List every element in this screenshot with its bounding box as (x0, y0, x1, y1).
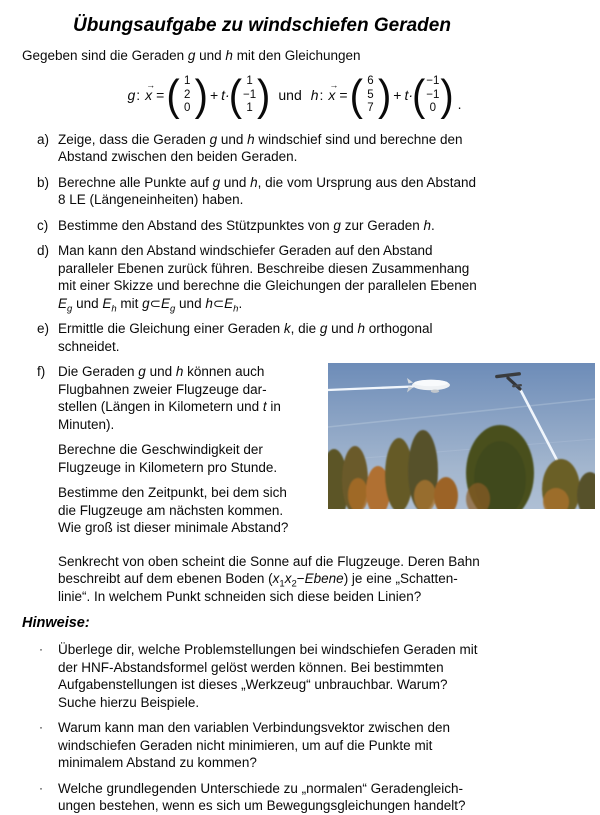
vector-h-direction (412, 71, 454, 120)
hint-text: Überlege dir, welche Problemstellungen bei windschiefen Geraden mit der HNF-Abstandsformel gelöst werden können. Bei bestimmten Aufgabenstellungen ist dieses „Werkzeug“ unbrauchbar. Warum? Suche hierzu Beispiele. (58, 642, 478, 710)
task-text: Bestimme den Abstand des Stützpunktes von g zur Geraden h. (58, 217, 435, 233)
paren-close: ) (257, 71, 271, 120)
bullet-marker: · (39, 780, 43, 795)
task-text: Zeige, dass die Geraden g und h windschief sind und berechne den Abstand zwischen den beiden Geraden. (58, 131, 463, 164)
paren-open: ( (412, 71, 426, 120)
vector-component: 0 (183, 102, 191, 115)
vector-component: 1 (246, 102, 253, 115)
task-text: Berechne die Geschwindigkeit der Flugzeuge in Kilometern pro Stunde. (58, 442, 278, 475)
task-label: f) (37, 364, 46, 379)
paren-close: ) (194, 71, 208, 120)
vector-g-direction (228, 71, 271, 120)
task-label: c) (37, 217, 49, 233)
paren-open: ( (349, 71, 363, 120)
vector-component: 6 (367, 75, 374, 88)
vector-arrow-icon: → (146, 79, 156, 90)
t-parameter: t· (404, 86, 414, 103)
task-item-b (22, 174, 582, 209)
und-connector: und (278, 86, 302, 103)
paren-close: ) (440, 71, 454, 120)
hint-item (22, 719, 582, 772)
task-item-c (22, 217, 582, 235)
task-text: Bestimme den Zeitpunkt, bei dem sich die Flugzeuge am nächsten kommen. Wie groß ist dieser minimale Abstand? (58, 485, 289, 535)
vector-arrow-icon: → (329, 79, 339, 90)
equations-line (22, 68, 567, 124)
airplanes-photo (328, 363, 595, 509)
x-vector-symbol: x → (145, 87, 152, 105)
vector-component: 0 (429, 102, 437, 115)
paren-close: ) (377, 71, 392, 120)
vector-component: 2 (183, 88, 191, 101)
vector-component: −1 (426, 88, 440, 101)
period: . (457, 95, 462, 112)
task-f-shadow-paragraph: Senkrecht von oben scheint die Sonne auf die Flugzeuge. Deren Bahn beschreibt auf dem ebenen Boden $(x_1x_2-Ebene)$ je eine „Schatten- linie“. In welchem Punkt schneiden sich diese beiden Linien? (58, 553, 480, 604)
task-text: Man kann den Abstand windschiefer Geraden auf den Abstand paralleler Ebenen zurück führen. Beschreibe diesen Zusammenhang mit einer Skizze und berechne die Gleichungen der parallelen Ebenen $E_g$ und $E_h$ mit $g\subset E_g$ und $h\subset E_h$. (58, 243, 477, 315)
vector-h-point (349, 71, 392, 120)
vector-component: −1 (242, 88, 257, 101)
vector-component: −1 (426, 75, 440, 88)
task-text: Die Geraden g und h können auch Flugbahnen zweier Flugzeuge dar- stellen (Längen in Kilometern und t in Minuten). (58, 364, 281, 432)
hint-text: Welche grundlegenden Unterschiede zu „normalen“ Geradengleich- ungen bestehen, wenn es sich um Bewegungsgleichungen handelt? (58, 780, 466, 813)
task-label: e) (37, 321, 50, 336)
task-text: Berechne alle Punkte auf g und h, die vom Ursprung aus den Abstand 8 LE (Längeneinheiten) haben. (58, 174, 477, 207)
t-parameter: t· (221, 86, 230, 103)
task-item-d (22, 242, 582, 315)
intro-paragraph: Gegeben sind die Geraden g und h mit den Gleichungen (22, 48, 361, 63)
plus-sign: + (393, 86, 402, 103)
worksheet-title: Übungsaufgabe zu windschiefen Geraden (73, 15, 451, 36)
hint-item (22, 641, 582, 711)
task-label: b) (37, 174, 50, 190)
hint-text: Warum kann man den variablen Verbindungsvektor zwischen den windschiefen Geraden nicht minimieren, um auf die Punkte mit minimalem Abstand zu kommen? (58, 720, 450, 770)
vector-component: 1 (183, 75, 191, 88)
line-g-symbol: g (127, 86, 136, 103)
vector-g-point (166, 71, 208, 120)
x-vector-symbol: x → (328, 87, 335, 105)
task-label: d) (37, 243, 50, 258)
equals-sign: = (339, 86, 348, 103)
paren-open: ( (228, 71, 243, 120)
task-label: a) (37, 131, 50, 147)
task-item-a (22, 131, 582, 166)
vector-component: 7 (367, 102, 374, 115)
task-item-e (22, 320, 582, 355)
hint-item (22, 780, 582, 815)
paren-open: ( (166, 71, 180, 120)
vector-component: 5 (367, 88, 374, 101)
equals-sign: = (156, 86, 165, 103)
plus-sign: + (209, 86, 219, 103)
colon: : (319, 86, 324, 103)
colon: : (136, 86, 141, 103)
bullet-marker: · (39, 720, 43, 734)
vector-component: 1 (246, 75, 253, 88)
bullet-marker: · (39, 642, 43, 656)
hints-heading: Hinweise: (22, 615, 90, 631)
task-item-f (22, 363, 582, 545)
task-text: Ermittle die Gleichung einer Geraden k, die g und h orthogonal schneidet. (58, 321, 433, 354)
line-h-symbol: h (310, 86, 319, 103)
